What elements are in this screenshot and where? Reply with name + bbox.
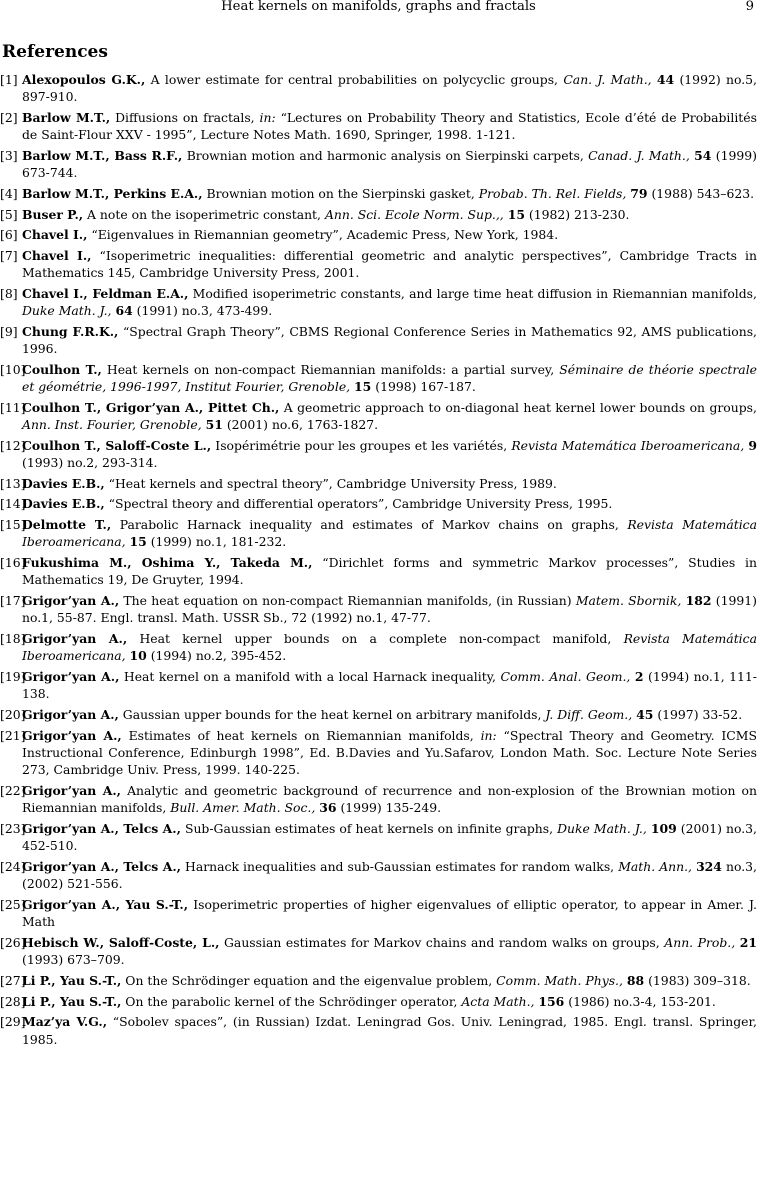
reference-number: [11] <box>0 399 26 415</box>
reference-journal: Bull. Amer. Math. Soc., <box>170 800 316 816</box>
reference-entry <box>0 896 757 931</box>
reference-title: Gaussian estimates for Markov chains and random walks on groups, <box>224 934 660 950</box>
reference-number: [5] <box>0 206 18 222</box>
reference-volume: 15 <box>129 534 147 550</box>
reference-details: (1999) 135-249. <box>340 800 442 816</box>
reference-authors: Barlow M.T., <box>22 110 111 125</box>
reference-volume: 10 <box>129 648 147 664</box>
reference-authors: Grigor’yan A., <box>22 782 121 798</box>
reference-authors: Barlow M.T., Perkins E.A., <box>22 186 203 201</box>
reference-authors: Grigor’yan A., <box>22 727 122 743</box>
reference-title: Parabolic Harnack inequality and estimates of Markov chains on graphs, <box>119 516 619 532</box>
reference-details: (1999) 673-744. <box>22 148 757 181</box>
reference-authors: Fukushima M., Oshima Y., Takeda M., <box>22 554 313 570</box>
reference-volume: 9 <box>748 437 757 453</box>
reference-journal: Canad. J. Math., <box>588 148 690 163</box>
reference-volume: 45 <box>636 706 654 722</box>
reference-number: [15] <box>0 516 26 532</box>
reference-title: Analytic and geometric background of recurrence and non-explosion of the Brownian motion on Riemannian manifolds, <box>22 782 757 816</box>
reference-number: [12] <box>0 437 26 453</box>
reference-details: (1991) no.1, 55-87. Engl. transl. Math. USSR Sb., 72 (1992) no.1, 47-77. <box>22 592 757 626</box>
reference-number: [7] <box>0 247 18 263</box>
reference-volume: 54 <box>694 148 712 163</box>
reference-journal: Ann. Sci. Ecole Norm. Sup.,, <box>324 206 504 222</box>
reference-journal: Revista Matemática Iberoamericana, <box>22 630 757 664</box>
reference-journal: Matem. Sbornik, <box>575 592 682 608</box>
running-header <box>0 0 757 16</box>
reference-details: to appear in Amer. J. Math <box>22 896 757 930</box>
reference-entry <box>0 109 757 144</box>
reference-journal: in: <box>480 727 497 743</box>
reference-journal: Séminaire de théorie spectrale et géométrie, 1996-1997, Institut Fourier, Grenoble, <box>22 361 757 395</box>
reference-volume: 156 <box>538 993 565 1009</box>
reference-entry <box>0 554 757 589</box>
reference-entry <box>0 247 757 282</box>
reference-number: [14] <box>0 496 26 512</box>
reference-details: “Lectures on Probability Theory and Statistics, Ecole d’été de Probabilités de Saint-Flour XXV - 1995”, Lecture Notes Math. 1690, Springer, 1998. 1-121. <box>22 110 757 143</box>
reference-volume: 2 <box>634 668 644 684</box>
reference-volume: 324 <box>696 858 722 874</box>
reference-journal: Revista Matemática Iberoamericana, <box>22 516 757 550</box>
reference-details: Cambridge Tracts in Mathematics 145, Cambridge University Press, 2001. <box>22 247 757 281</box>
reference-entry <box>0 1013 757 1048</box>
reference-number: [20] <box>0 706 26 722</box>
reference-entry <box>0 323 757 358</box>
reference-journal: Math. Ann., <box>618 858 692 874</box>
reference-volume: 44 <box>656 72 675 87</box>
reference-journal: Revista Matemática Iberoamericana, <box>511 437 745 453</box>
reference-number: [13] <box>0 475 26 491</box>
reference-journal: J. Diff. Geom., <box>545 706 633 722</box>
reference-details: (1998) 167-187. <box>375 379 476 395</box>
reference-entry <box>0 858 757 893</box>
reference-number: [26] <box>0 934 26 950</box>
reference-entry <box>0 437 757 472</box>
reference-number: [27] <box>0 972 26 988</box>
reference-number: [8] <box>0 285 18 301</box>
reference-entry <box>0 782 757 817</box>
reference-entry <box>0 285 757 320</box>
reference-entry <box>0 592 757 627</box>
reference-title: Harnack inequalities and sub-Gaussian estimates for random walks, <box>185 858 615 874</box>
reference-entry <box>0 206 757 223</box>
reference-title: Gaussian upper bounds for the heat kernel on arbitrary manifolds, <box>122 706 542 722</box>
reference-title: Brownian motion and harmonic analysis on Sierpinski carpets, <box>186 148 584 163</box>
reference-title: Isoperimetric properties of higher eigenvalues of elliptic operator, <box>193 896 619 912</box>
reference-title: On the Schrödinger equation and the eigenvalue problem, <box>125 972 493 988</box>
reference-title: The heat equation on non-compact Riemannian manifolds, (in Russian) <box>123 592 572 608</box>
reference-entry <box>0 516 757 551</box>
reference-volume: 79 <box>630 186 648 201</box>
reference-title: Heat kernel upper bounds on a complete non-compact manifold, <box>139 630 612 646</box>
reference-title: A geometric approach to on-diagonal heat kernel lower bounds on groups, <box>283 399 757 415</box>
reference-number: [22] <box>0 782 26 798</box>
reference-details: “Spectral Theory and Geometry. ICMS Instructional Conference, Edinburgh 1998”, Ed. B.Davies and Yu.Safarov, London Math. Soc. Lecture Note Series 273, Cambridge Univ. Press, 1999. 140-225. <box>22 727 757 778</box>
reference-title: Sub-Gaussian estimates of heat kernels on infinite graphs, <box>184 820 554 836</box>
reference-number: [6] <box>0 227 18 243</box>
reference-entry <box>0 185 757 202</box>
page-number: 9 <box>745 0 754 14</box>
reference-entry <box>0 475 757 492</box>
reference-details: (1993) no.2, 293-314. <box>22 455 158 471</box>
reference-journal: Comm. Math. Phys., <box>496 972 623 988</box>
reference-details: Academic Press, New York, 1984. <box>346 227 559 243</box>
reference-authors: Li P., Yau S.-T., <box>22 972 122 988</box>
reference-entry <box>0 226 757 243</box>
reference-number: [1] <box>0 72 18 87</box>
running-title: Heat kernels on manifolds, graphs and fractals <box>221 0 536 14</box>
reference-number: [2] <box>0 110 18 125</box>
reference-title: Estimates of heat kernels on Riemannian manifolds, <box>128 727 474 743</box>
reference-journal: Duke Math. J., <box>557 820 647 836</box>
reference-details: (2001) no.3, 452-510. <box>22 820 757 854</box>
reference-title: “Sobolev spaces”, (in Russian) Izdat. Leningrad Gos. Univ. Leningrad, 1985. Engl. transl. Springer, 1985. <box>22 1014 757 1047</box>
reference-entry <box>0 399 757 434</box>
reference-volume: 15 <box>354 379 372 395</box>
reference-title: On the parabolic kernel of the Schrödinger operator, <box>125 993 458 1009</box>
reference-title: Brownian motion on the Sierpinski gasket, <box>206 186 475 201</box>
reference-details: CBMS Regional Conference Series in Mathematics 92, AMS publications, 1996. <box>22 323 757 357</box>
reference-details: (1982) 213-230. <box>528 206 630 222</box>
reference-details: (1988) 543–623. <box>651 186 755 201</box>
reference-journal: Duke Math. J., <box>22 303 112 319</box>
reference-number: [3] <box>0 148 18 163</box>
reference-title: Heat kernel on a manifold with a local Harnack inequality, <box>123 668 496 684</box>
reference-entry <box>0 972 757 989</box>
reference-authors: Chavel I., Feldman E.A., <box>22 285 189 301</box>
reference-authors: Coulhon T., <box>22 361 102 377</box>
reference-volume: 88 <box>626 972 645 988</box>
reference-journal: Can. J. Math., <box>563 72 652 87</box>
reference-entry <box>0 147 757 182</box>
reference-authors: Davies E.B., <box>22 475 105 491</box>
reference-entry <box>0 630 757 665</box>
reference-volume: 182 <box>685 592 712 608</box>
reference-authors: Davies E.B., <box>22 496 105 512</box>
reference-journal: in: <box>259 110 276 125</box>
reference-authors: Grigor’yan A., <box>22 630 128 646</box>
reference-details: (1993) 673–709. <box>22 952 125 968</box>
reference-title: Diffusions on fractals, <box>115 110 255 125</box>
reference-details: no.3, (2002) 521-556. <box>22 858 757 892</box>
reference-authors: Coulhon T., Grigor’yan A., Pittet Ch., <box>22 399 280 415</box>
reference-entry <box>0 727 757 779</box>
reference-details: Cambridge University Press, 1995. <box>392 496 613 512</box>
reference-number: [16] <box>0 554 26 570</box>
reference-details: (1999) no.1, 181-232. <box>150 534 287 550</box>
reference-authors: Coulhon T., Saloff-Coste L., <box>22 437 212 453</box>
reference-title: “Heat kernels and spectral theory”, <box>108 475 333 491</box>
reference-title: “Spectral Graph Theory”, <box>122 323 285 339</box>
reference-details: (1994) no.1, 111-138. <box>22 668 757 702</box>
reference-details: (1994) no.2, 395-452. <box>150 648 287 664</box>
reference-entry <box>0 71 757 106</box>
reference-journal: Comm. Anal. Geom., <box>500 668 631 684</box>
reference-number: [23] <box>0 820 26 836</box>
reference-number: [10] <box>0 361 26 377</box>
reference-details: Cambridge University Press, 1989. <box>336 475 557 491</box>
reference-details: Studies in Mathematics 19, De Gruyter, 1994. <box>22 554 757 588</box>
reference-number: [25] <box>0 896 26 912</box>
reference-title: A lower estimate for central probabilities on polycyclic groups, <box>150 72 559 87</box>
reference-list <box>0 71 757 1051</box>
reference-volume: 64 <box>115 303 133 319</box>
reference-journal: Ann. Prob., <box>664 934 736 950</box>
reference-authors: Maz’ya V.G., <box>22 1014 108 1030</box>
reference-entry <box>0 495 757 512</box>
reference-authors: Buser P., <box>22 206 84 222</box>
reference-number: [21] <box>0 727 26 743</box>
reference-number: [19] <box>0 668 26 684</box>
reference-entry <box>0 668 757 703</box>
reference-authors: Grigor’yan A., Yau S.-T., <box>22 896 189 912</box>
reference-details: (2001) no.6, 1763-1827. <box>226 417 379 433</box>
reference-volume: 36 <box>319 800 337 816</box>
reference-authors: Grigor’yan A., Telcs A., <box>22 858 181 874</box>
reference-number: [29] <box>0 1014 26 1030</box>
reference-details: (1992) no.5, 897-910. <box>22 72 757 105</box>
reference-number: [18] <box>0 630 26 646</box>
reference-authors: Chung F.R.K., <box>22 323 119 339</box>
reference-authors: Delmotte T., <box>22 516 112 532</box>
reference-authors: Grigor’yan A., Telcs A., <box>22 820 181 836</box>
reference-authors: Li P., Yau S.-T., <box>22 993 122 1009</box>
reference-journal: Probab. Th. Rel. Fields, <box>478 186 627 201</box>
reference-authors: Grigor’yan A., <box>22 706 119 722</box>
reference-authors: Hebisch W., Saloff-Coste, L., <box>22 934 220 950</box>
reference-volume: 15 <box>507 206 525 222</box>
reference-title: A note on the isoperimetric constant, <box>87 206 321 222</box>
reference-authors: Alexopoulos G.K., <box>22 72 146 87</box>
reference-number: [24] <box>0 858 26 874</box>
reference-volume: 109 <box>650 820 677 836</box>
reference-details: (1986) no.3-4, 153-201. <box>568 993 716 1009</box>
reference-title: “Eigenvalues in Riemannian geometry”, <box>91 227 343 243</box>
reference-title: “Dirichlet forms and symmetric Markov processes”, <box>322 554 679 570</box>
reference-number: [17] <box>0 592 26 608</box>
reference-authors: Grigor’yan A., <box>22 668 120 684</box>
reference-volume: 21 <box>739 934 757 950</box>
reference-details: (1991) no.3, 473-499. <box>136 303 273 319</box>
reference-entry <box>0 361 757 396</box>
reference-entry <box>0 820 757 855</box>
reference-authors: Grigor’yan A., <box>22 592 120 608</box>
reference-number: [28] <box>0 993 26 1009</box>
reference-number: [9] <box>0 323 18 339</box>
reference-title: Heat kernels on non-compact Riemannian manifolds: a partial survey, <box>106 361 555 377</box>
reference-entry <box>0 934 757 969</box>
reference-entry <box>0 706 757 723</box>
reference-number: [4] <box>0 186 18 201</box>
reference-journal: Acta Math., <box>461 993 535 1009</box>
reference-volume: 51 <box>205 417 223 433</box>
reference-authors: Barlow M.T., Bass R.F., <box>22 148 183 163</box>
reference-entry <box>0 993 757 1010</box>
reference-details: (1997) 33-52. <box>657 706 743 722</box>
reference-authors: Chavel I., <box>22 247 92 263</box>
reference-journal: Ann. Inst. Fourier, Grenoble, <box>22 417 202 433</box>
reference-title: Modified isoperimetric constants, and large time heat diffusion in Riemannian manifolds, <box>192 285 757 301</box>
reference-details: (1983) 309–318. <box>648 972 751 988</box>
section-title: References <box>2 42 108 62</box>
reference-title: Isopérimétrie pour les groupes et les variétés, <box>215 437 508 453</box>
reference-title: “Isoperimetric inequalities: differential geometric and analytic perspectives”, <box>99 247 612 263</box>
reference-authors: Chavel I., <box>22 227 88 243</box>
reference-title: “Spectral theory and differential operators”, <box>108 496 389 512</box>
